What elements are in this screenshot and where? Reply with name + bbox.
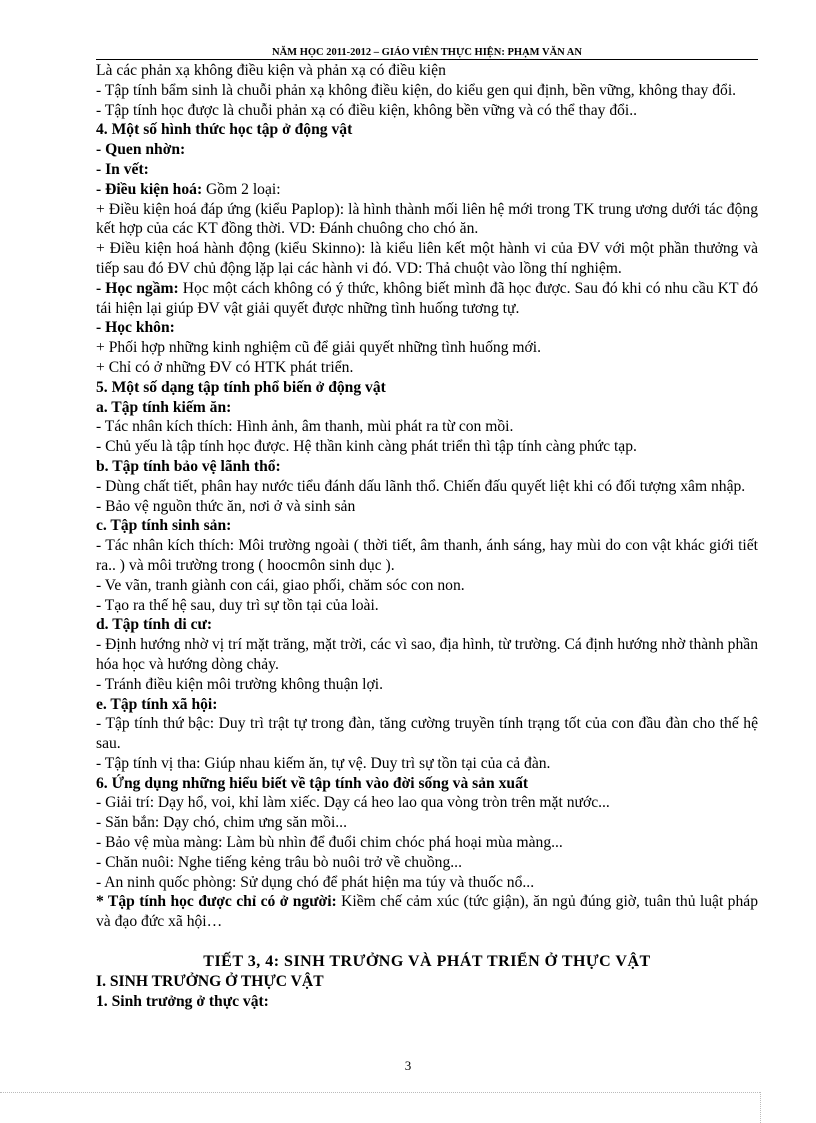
section-heading-i: I. SINH TRƯỞNG Ở THỰC VẬT: [96, 972, 324, 990]
paragraph: - Tập tính học được là chuỗi phản xạ có điều kiện, không bền vững và có thể thay đổi..: [96, 101, 638, 119]
subheading-a: a. Tập tính kiếm ăn:: [96, 398, 232, 416]
paragraph: - Săn bắn: Dạy chó, chim ưng săn mồi...: [96, 814, 347, 832]
subheading-1: 1. Sinh trưởng ở thực vật:: [96, 992, 269, 1010]
subheading-in-vet: - In vết:: [96, 160, 149, 178]
page-corner-guide: [0, 1092, 760, 1093]
paragraph: - Tập tính thứ bậc: Duy trì trật tự trong đàn, tăng cường truyền tính trạng tốt của con đầu đàn cho thế hệ sau.: [96, 715, 758, 753]
paragraph: - Định hướng nhờ vị trí mặt trăng, mặt trời, các vì sao, địa hình, từ trường. Cá định hướng nhờ thành phần hóa học và hướng dòng chảy.: [96, 636, 758, 673]
paragraph: - Dùng chất tiết, phân hay nước tiểu đánh dấu lãnh thổ. Chiến đấu quyết liệt khi có đối tượng xâm nhập.: [96, 477, 746, 495]
paragraph: - Giải trí: Dạy hổ, voi, khỉ làm xiếc. Dạy cá heo lao qua vòng tròn trên mặt nước...: [96, 794, 610, 812]
paragraph: [96, 892, 758, 932]
document-body: [96, 61, 758, 1011]
section-heading-6: 6. Ứng dụng những hiểu biết về tập tính vào đời sống và sản xuất: [96, 774, 529, 792]
page-corner-guide: [760, 1092, 761, 1123]
paragraph: [96, 180, 758, 200]
paragraph: - Tạo ra thế hệ sau, duy trì sự tồn tại của loài.: [96, 596, 379, 614]
paragraph: + Điều kiện hoá hành động (kiểu Skinno): là kiểu liên kết một hành vi của ĐV với một phần thưởng và tiếp sau đó ĐV chủ động lặp lại các hành vi đó. VD: Thả chuột vào lồng thí nghiệm.: [96, 240, 758, 277]
page-number: 3: [404, 1058, 412, 1073]
paragraph: Là các phản xạ không điều kiện và phản xạ có điều kiện: [96, 62, 446, 79]
term-dieu-kien-hoa: - Điều kiện hoá:: [96, 180, 203, 198]
term-hoc-duoc-nguoi: * Tập tính học được chỉ có ở người:: [96, 893, 337, 911]
paragraph: - Bảo vệ nguồn thức ăn, nơi ở và sinh sản: [96, 497, 356, 515]
term-text: Gồm 2 loại:: [202, 180, 281, 198]
lesson-title: TIẾT 3, 4: SINH TRƯỞNG VÀ PHÁT TRIỂN Ở THỰC VẬT: [203, 953, 651, 971]
term-text: Học một cách không có ý thức, không biết mình đã học được. Sau đó khi có nhu cầu KT đó tái hiện lại giúp ĐV vật giải quyết được những tình huống tương tự.: [96, 279, 758, 317]
subheading-c: c. Tập tính sinh sản:: [96, 517, 232, 535]
subheading-b: b. Tập tính bảo vệ lãnh thổ:: [96, 457, 281, 475]
paragraph: - Tránh điều kiện môi trường không thuận lợi.: [96, 675, 383, 693]
paragraph: [96, 279, 758, 319]
paragraph: + Điều kiện hoá đáp ứng (kiểu Paplop): là hình thành mối liên hệ mới trong TK trung ương dưới tác động kết hợp của các KT đồng thời. VD: Đánh chuông cho chó ăn.: [96, 200, 758, 238]
section-heading-4: 4. Một số hình thức học tập ở động vật: [96, 121, 353, 139]
paragraph: - Tác nhân kích thích: Hình ảnh, âm thanh, mùi phát ra từ con mồi.: [96, 418, 514, 436]
section-heading-5: 5. Một số dạng tập tính phổ biến ở động vật: [96, 378, 386, 396]
paragraph: + Phối hợp những kinh nghiệm cũ để giải quyết những tình huống mới.: [96, 339, 542, 357]
subheading-e: e. Tập tính xã hội:: [96, 695, 218, 713]
term-hoc-ngam: - Học ngầm:: [96, 279, 179, 297]
paragraph: - Ve vãn, tranh giành con cái, giao phối, chăm sóc con non.: [96, 576, 465, 594]
page-header: NĂM HỌC 2011-2012 – GIÁO VIÊN THỰC HIỆN: PHẠM VĂN AN: [96, 47, 758, 60]
paragraph: - Chủ yếu là tập tính học được. Hệ thần kinh càng phát triển thì tập tính càng phức tạp.: [96, 438, 637, 456]
paragraph: - Tập tính bẩm sinh là chuỗi phản xạ không điều kiện, do kiểu gen qui định, bền vững, không thay đổi.: [96, 81, 737, 99]
paragraph: - Tác nhân kích thích: Môi trường ngoài ( thời tiết, âm thanh, ánh sáng, hay mùi do con vật khác giới tiết ra.. ) và môi trường trong ( hoocmôn sinh dục ).: [96, 537, 758, 574]
paragraph: - Bảo vệ mùa màng: Làm bù nhìn để đuổi chim chóc phá hoại mùa màng...: [96, 834, 563, 852]
term-text: Kiềm chế cảm xúc (tức giận), ăn ngủ đúng giờ, tuân thủ luật pháp và đạo đức xã hội…: [96, 893, 758, 931]
paragraph: + Chỉ có ở những ĐV có HTK phát triển.: [96, 358, 354, 376]
subheading-hoc-khon: - Học khôn:: [96, 319, 175, 337]
subheading-quen-nhon: - Quen nhờn:: [96, 141, 186, 159]
paragraph: - An ninh quốc phòng: Sử dụng chó để phát hiện ma túy và thuốc nổ...: [96, 873, 535, 891]
subheading-d: d. Tập tính di cư:: [96, 616, 213, 634]
paragraph: - Tập tính vị tha: Giúp nhau kiếm ăn, tự vệ. Duy trì sự tồn tại của cả đàn.: [96, 754, 551, 772]
paragraph: - Chăn nuôi: Nghe tiếng kẻng trâu bò nuôi trở về chuồng...: [96, 853, 462, 871]
